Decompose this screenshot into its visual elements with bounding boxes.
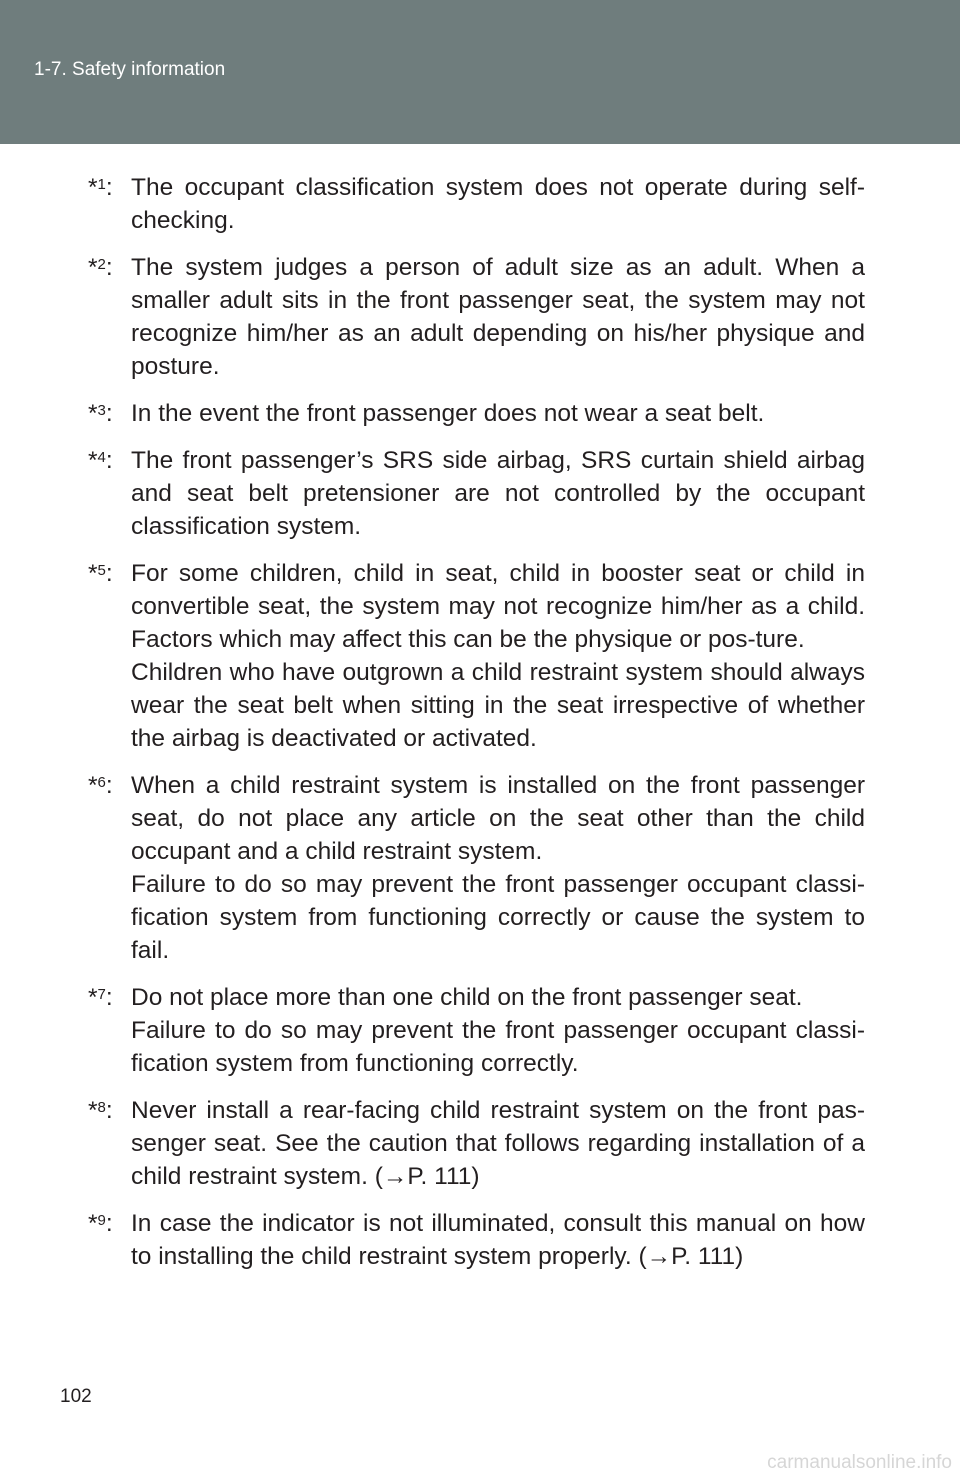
footnote-marker: *$^2$: — [88, 254, 113, 281]
footnote-list — [0, 171, 960, 1287]
footnote-text: In the event the front passenger does not wear a seat belt. — [131, 400, 765, 427]
section-title: 1-7. Safety information — [34, 59, 226, 80]
footnote-text: Never install a rear-facing child restraint system on the front pas-senger seat. See the caution that follows regarding installation of a child restraint system. (→P. 111) — [131, 1097, 865, 1190]
footnote-marker: *$^9$: — [88, 1210, 113, 1237]
footnote-marker: *$^4$: — [88, 447, 113, 474]
section-header-band — [0, 0, 960, 144]
footnote-text: When a child restraint system is installed on the front passenger seat, do not place any article on the seat other than the child occupant and a child restraint system. — [131, 772, 865, 865]
footnote-text: In case the indicator is not illuminated, consult this manual on how to installing the child restraint system properly. (→P. 111) — [131, 1210, 865, 1270]
footnote-item — [0, 171, 960, 237]
footnote-text: For some children, child in seat, child in booster seat or child in convertible seat, the system may not recognize him/her as a child. Factors which may affect this can be the physique or pos-ture. — [131, 560, 865, 653]
footnote-text: The front passenger’s SRS side airbag, SRS curtain shield airbag and seat belt pretensioner are not controlled by the occupant classification system. — [131, 447, 865, 540]
footnote-item — [0, 251, 960, 383]
footnote-item — [0, 769, 960, 967]
footnote-text: Children who have outgrown a child restraint system should always wear the seat belt when sitting in the seat irrespective of whether the airbag is deactivated or activated. — [131, 659, 865, 752]
footnote-text: Failure to do so may prevent the front passenger occupant classi-fication system from functioning correctly. — [131, 1017, 865, 1077]
footnote-item — [0, 397, 960, 430]
footnote-item — [0, 981, 960, 1080]
footnote-text: Do not place more than one child on the front passenger seat. — [131, 984, 803, 1011]
page-number: 102 — [60, 1386, 92, 1407]
footnote-marker: *$^1$: — [88, 174, 113, 201]
footnote-text: The occupant classification system does not operate during self-checking. — [131, 174, 865, 234]
footnote-marker: *$^7$: — [88, 984, 113, 1011]
footnote-marker: *$^8$: — [88, 1097, 113, 1124]
footnote-marker: *$^6$: — [88, 772, 113, 799]
footnote-text: Failure to do so may prevent the front passenger occupant classi-fication system from functioning correctly or cause the system to fail. — [131, 871, 865, 964]
footnote-item — [0, 444, 960, 543]
footnote-item — [0, 1207, 960, 1273]
footnote-item — [0, 557, 960, 755]
footnote-item — [0, 1094, 960, 1193]
footnote-marker: *$^5$: — [88, 560, 113, 587]
watermark: carmanualsonline.info — [767, 1452, 952, 1473]
footnote-text: The system judges a person of adult size as an adult. When a smaller adult sits in the front passenger seat, the system may not recognize him/her as an adult depending on his/her physique and posture. — [131, 254, 865, 380]
footnote-marker: *$^3$: — [88, 400, 113, 427]
